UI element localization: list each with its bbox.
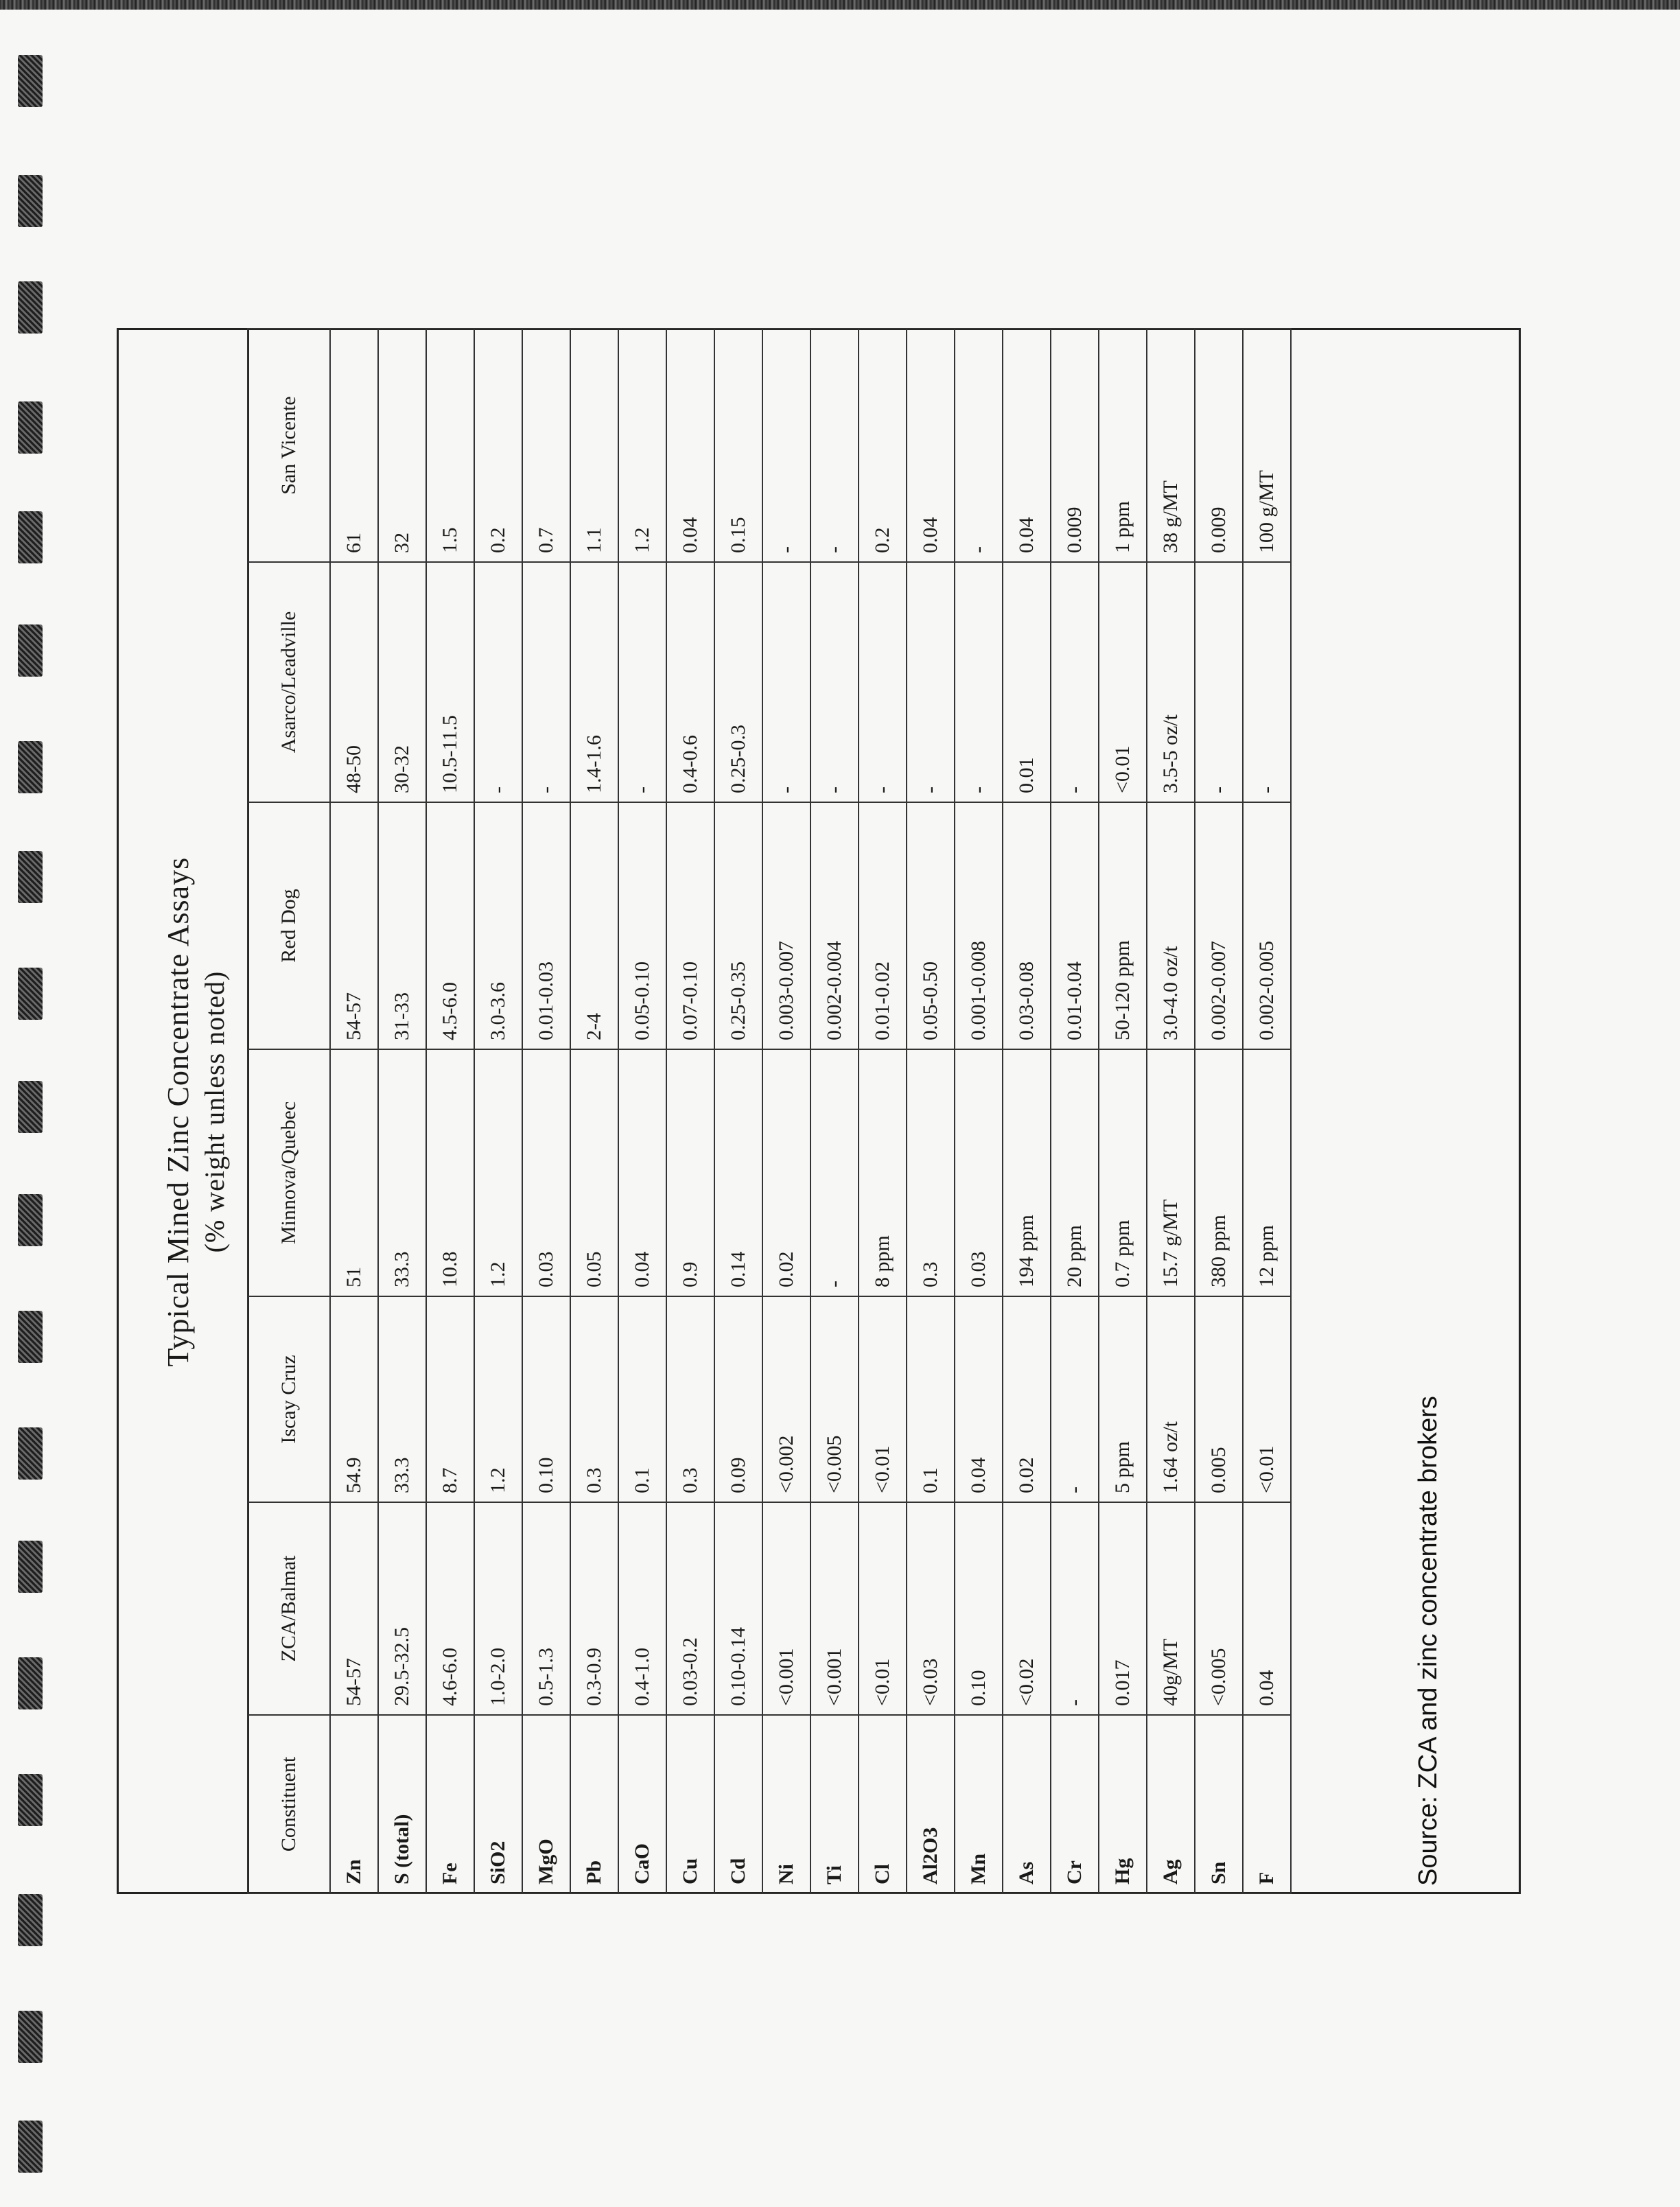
value-cell: 0.15 [714,329,762,562]
table-row [618,329,666,1893]
value-cell: <0.002 [762,1296,810,1502]
table-row [522,329,570,1893]
value-cell: 1.2 [474,1296,522,1502]
value-cell: 0.005 [1195,1296,1243,1502]
value-cell: 12 ppm [1243,1049,1291,1296]
column-header: Red Dog [248,802,330,1049]
value-cell: 0.01-0.02 [859,802,907,1049]
value-cell: 0.003-0.007 [762,802,810,1049]
value-cell: <0.01 [1099,562,1147,802]
table-row [859,329,907,1893]
binder-punch-mark [18,1657,43,1709]
value-cell: <0.001 [762,1502,810,1715]
value-cell: 3.0-3.6 [474,802,522,1049]
binder-punch-mark [18,851,43,903]
table-row [1099,329,1147,1893]
document-title: Typical Mined Zinc Concentrate Assays [161,856,195,1367]
value-cell: - [474,562,522,802]
value-cell: 0.1 [907,1296,955,1502]
value-cell: 15.7 g/MT [1147,1049,1195,1296]
value-cell: 1 ppm [1099,329,1147,562]
rotated-page [117,329,1443,1894]
value-cell: - [810,562,859,802]
value-cell: - [762,329,810,562]
value-cell: <0.01 [859,1502,907,1715]
binder-punch-mark [18,175,43,227]
binder-punch-mark [18,1081,43,1133]
table-row [474,329,522,1893]
value-cell: 0.09 [714,1296,762,1502]
value-cell: 10.8 [426,1049,474,1296]
value-cell: 0.7 [522,329,570,562]
value-cell: 0.04 [907,329,955,562]
value-cell: 0.009 [1195,329,1243,562]
table-row [810,329,859,1893]
value-cell: 0.01-0.03 [522,802,570,1049]
value-cell: 2-4 [570,802,618,1049]
value-cell: 0.02 [762,1049,810,1296]
value-cell: 0.10 [955,1502,1003,1715]
table-row [426,329,474,1893]
value-cell: - [955,329,1003,562]
constituent-cell: S (total) [378,1715,426,1893]
binder-punch-mark [18,741,43,793]
binder-punch-mark [18,401,43,454]
binder-punch-mark [18,55,43,107]
assay-table [247,328,1292,1894]
value-cell: 0.04 [955,1296,1003,1502]
value-cell: <0.005 [1195,1502,1243,1715]
binder-punch-strip [18,55,47,2182]
value-cell: 0.05-0.50 [907,802,955,1049]
value-cell: 0.10 [522,1296,570,1502]
value-cell: - [618,562,666,802]
value-cell: 4.5-6.0 [426,802,474,1049]
table-row [1195,329,1243,1893]
value-cell: - [1051,1502,1099,1715]
table-row [1051,329,1099,1893]
constituent-cell: Fe [426,1715,474,1893]
value-cell: 0.3 [570,1296,618,1502]
column-header: Asarco/Leadville [248,562,330,802]
value-cell: 380 ppm [1195,1049,1243,1296]
value-cell: 3.5-5 oz/t [1147,562,1195,802]
value-cell: 54-57 [330,802,378,1049]
column-header: Iscay Cruz [248,1296,330,1502]
constituent-cell: Pb [570,1715,618,1893]
constituent-cell: Ti [810,1715,859,1893]
value-cell: 0.03-0.08 [1003,802,1051,1049]
binder-punch-mark [18,1774,43,1826]
value-cell: 1.2 [474,1049,522,1296]
value-cell: 0.009 [1051,329,1099,562]
table-row [955,329,1003,1893]
table-row [1243,329,1291,1893]
value-cell: 8 ppm [859,1049,907,1296]
constituent-cell: Ag [1147,1715,1195,1893]
value-cell: 0.1 [618,1296,666,1502]
value-cell: 0.2 [859,329,907,562]
value-cell: 0.03 [955,1049,1003,1296]
value-cell: <0.001 [810,1502,859,1715]
value-cell: 0.03 [522,1049,570,1296]
value-cell: <0.03 [907,1502,955,1715]
constituent-cell: F [1243,1715,1291,1893]
value-cell: 0.25-0.35 [714,802,762,1049]
value-cell: 5 ppm [1099,1296,1147,1502]
constituent-cell: As [1003,1715,1051,1893]
value-cell: 0.9 [666,1049,714,1296]
value-cell: 0.07-0.10 [666,802,714,1049]
value-cell: <0.02 [1003,1502,1051,1715]
value-cell: 32 [378,329,426,562]
table-body [330,329,1291,1893]
value-cell: <0.005 [810,1296,859,1502]
column-header: San Vicente [248,329,330,562]
constituent-cell: Cd [714,1715,762,1893]
table-row [570,329,618,1893]
value-cell: 0.01-0.04 [1051,802,1099,1049]
table-row [762,329,810,1893]
binder-punch-mark [18,1194,43,1246]
value-cell: 0.5-1.3 [522,1502,570,1715]
table-row [330,329,378,1893]
value-cell: 0.10-0.14 [714,1502,762,1715]
value-cell: 0.04 [618,1049,666,1296]
value-cell: - [522,562,570,802]
value-cell: - [1051,1296,1099,1502]
value-cell: 0.25-0.3 [714,562,762,802]
column-header: ZCA/Balmat [248,1502,330,1715]
table-row [907,329,955,1893]
value-cell: 100 g/MT [1243,329,1291,562]
value-cell: 29.5-32.5 [378,1502,426,1715]
value-cell: 50-120 ppm [1099,802,1147,1049]
binder-punch-mark [18,1541,43,1593]
value-cell: 1.4-1.6 [570,562,618,802]
value-cell: 0.002-0.004 [810,802,859,1049]
constituent-cell: Cr [1051,1715,1099,1893]
value-cell: 0.001-0.008 [955,802,1003,1049]
table-row [1003,329,1051,1893]
value-cell: 0.002-0.005 [1243,802,1291,1049]
value-cell: - [810,329,859,562]
binder-punch-mark [18,511,43,563]
value-cell: - [955,562,1003,802]
document-subtitle: (% weight unless noted) [199,970,230,1253]
table-row [378,329,426,1893]
constituent-cell: Zn [330,1715,378,1893]
value-cell: 0.04 [1003,329,1051,562]
value-cell: 30-32 [378,562,426,802]
value-cell: 0.05-0.10 [618,802,666,1049]
value-cell: 38 g/MT [1147,329,1195,562]
value-cell: 54.9 [330,1296,378,1502]
table-row [666,329,714,1893]
source-note: Source: ZCA and zinc concentrate brokers [1414,1396,1443,1886]
value-cell: 0.017 [1099,1502,1147,1715]
binder-punch-mark [18,968,43,1020]
value-cell: - [810,1049,859,1296]
binder-punch-mark [18,624,43,677]
binder-punch-mark [18,1311,43,1363]
value-cell: 0.04 [1243,1502,1291,1715]
value-cell: 0.01 [1003,562,1051,802]
binder-punch-mark [18,281,43,334]
value-cell: - [859,562,907,802]
column-header: Constituent [248,1715,330,1893]
value-cell: 51 [330,1049,378,1296]
value-cell: 0.4-0.6 [666,562,714,802]
value-cell: 0.7 ppm [1099,1049,1147,1296]
value-cell: - [1051,562,1099,802]
value-cell: 0.3-0.9 [570,1502,618,1715]
value-cell: 1.64 oz/t [1147,1296,1195,1502]
constituent-cell: Hg [1099,1715,1147,1893]
value-cell: 0.3 [907,1049,955,1296]
table-row [1147,329,1195,1893]
value-cell: 10.5-11.5 [426,562,474,802]
value-cell: - [1243,562,1291,802]
constituent-cell: MgO [522,1715,570,1893]
value-cell: 61 [330,329,378,562]
value-cell: 0.14 [714,1049,762,1296]
value-cell: 0.05 [570,1049,618,1296]
constituent-cell: Mn [955,1715,1003,1893]
scan-top-border [0,0,1680,10]
value-cell: 54-57 [330,1502,378,1715]
value-cell: 48-50 [330,562,378,802]
header-row [248,329,330,1893]
constituent-cell: Sn [1195,1715,1243,1893]
constituent-cell: Ni [762,1715,810,1893]
value-cell: 0.2 [474,329,522,562]
value-cell: 33.3 [378,1296,426,1502]
value-cell: 20 ppm [1051,1049,1099,1296]
column-header: Minnova/Quebec [248,1049,330,1296]
constituent-cell: Cu [666,1715,714,1893]
binder-punch-mark [18,2121,43,2173]
value-cell: - [762,562,810,802]
value-cell: 3.0-4.0 oz/t [1147,802,1195,1049]
constituent-cell: Cl [859,1715,907,1893]
value-cell: 0.002-0.007 [1195,802,1243,1049]
value-cell: 1.1 [570,329,618,562]
value-cell: 4.6-6.0 [426,1502,474,1715]
constituent-cell: CaO [618,1715,666,1893]
value-cell: 194 ppm [1003,1049,1051,1296]
value-cell: 8.7 [426,1296,474,1502]
value-cell: 1.0-2.0 [474,1502,522,1715]
value-cell: 1.5 [426,329,474,562]
value-cell: 0.03-0.2 [666,1502,714,1715]
value-cell: <0.01 [1243,1296,1291,1502]
title-block [117,329,249,1894]
value-cell: <0.01 [859,1296,907,1502]
value-cell: 40g/MT [1147,1502,1195,1715]
value-cell: - [907,562,955,802]
constituent-cell: SiO2 [474,1715,522,1893]
binder-punch-mark [18,1894,43,1946]
value-cell: 33.3 [378,1049,426,1296]
binder-punch-mark [18,2011,43,2063]
value-cell: 0.04 [666,329,714,562]
value-cell: 0.3 [666,1296,714,1502]
value-cell: - [1195,562,1243,802]
value-cell: 0.4-1.0 [618,1502,666,1715]
value-cell: 0.02 [1003,1296,1051,1502]
binder-punch-mark [18,1427,43,1480]
constituent-cell: Al2O3 [907,1715,955,1893]
value-cell: 31-33 [378,802,426,1049]
table-row [714,329,762,1893]
value-cell: 1.2 [618,329,666,562]
